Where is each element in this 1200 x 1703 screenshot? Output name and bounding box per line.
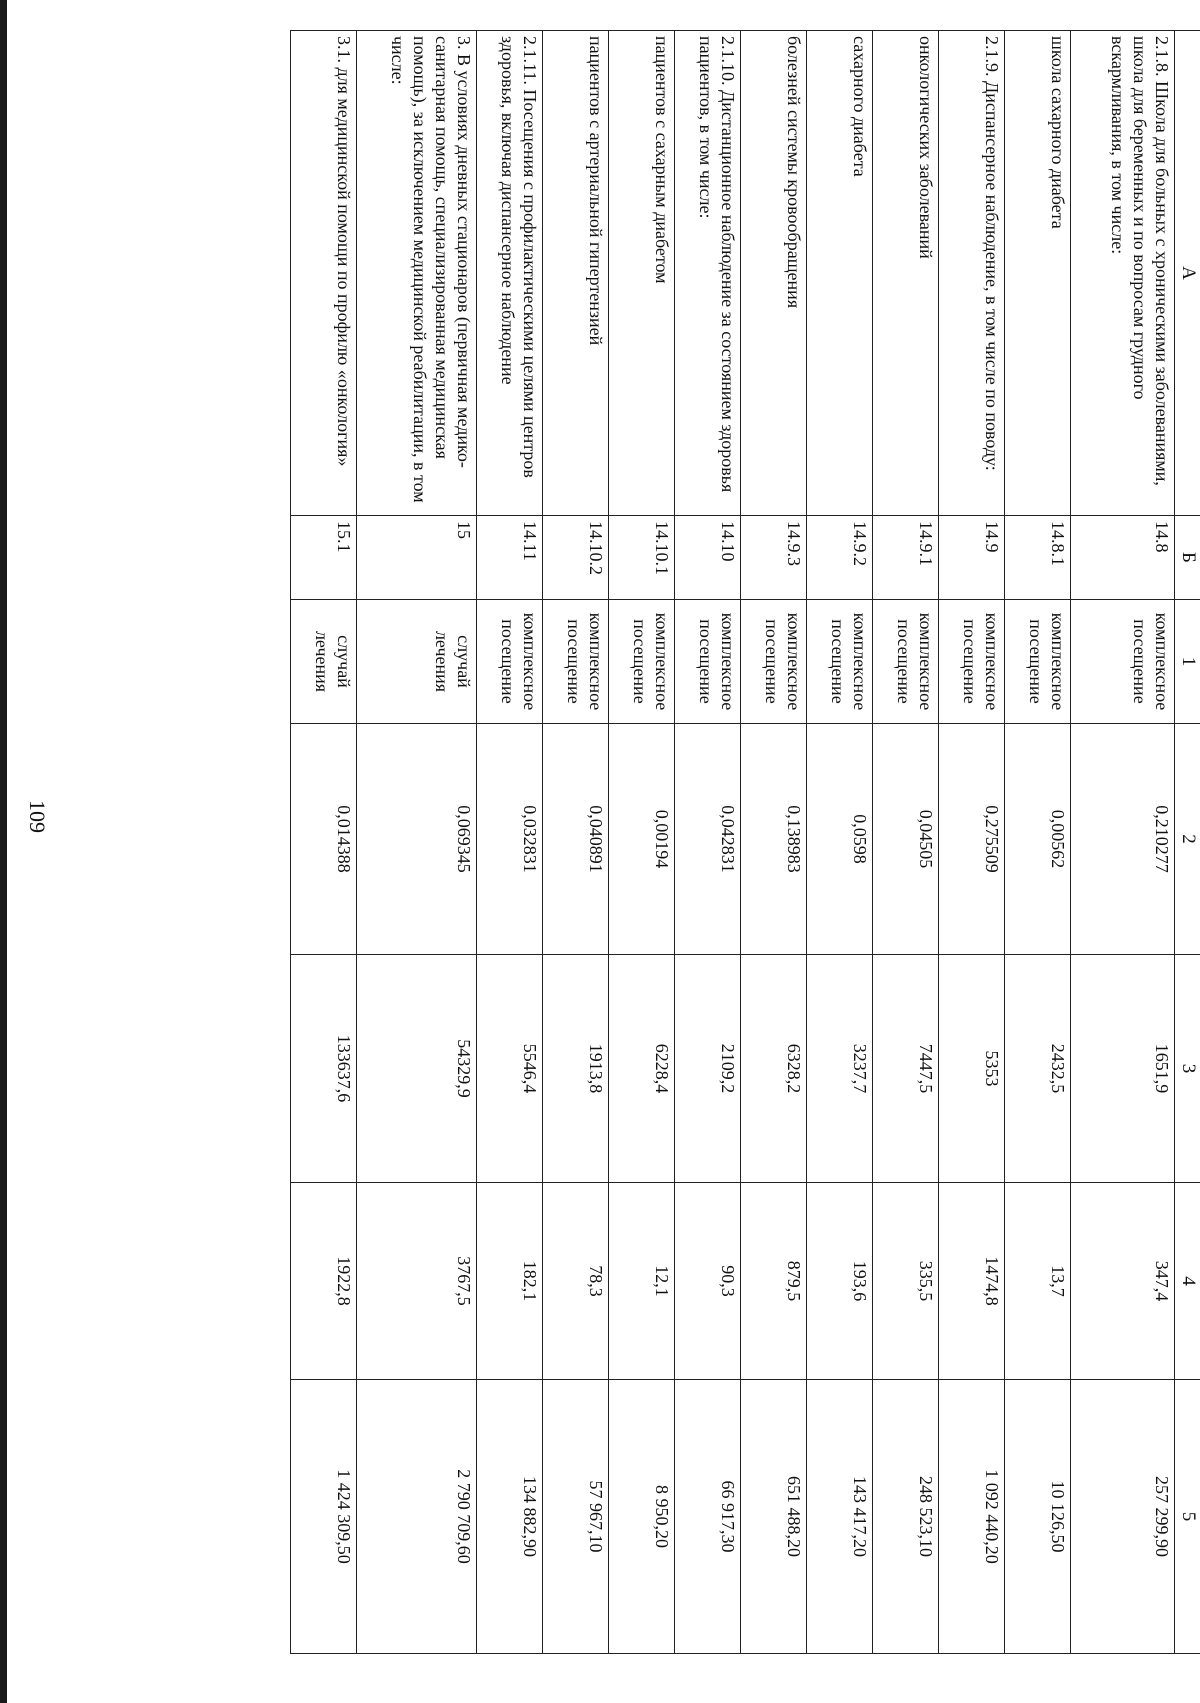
table-row	[609, 31, 675, 1654]
row-unit: случай лечения	[291, 600, 357, 724]
header-cell: А	[1175, 31, 1200, 516]
row-name: школа сахарного диабета	[1005, 31, 1071, 516]
table-row	[807, 31, 873, 1654]
row-unit: комплексное посещение	[477, 600, 543, 724]
row-code: 14.10.2	[543, 516, 609, 600]
row-value-2: 0,210277	[1071, 724, 1175, 955]
row-value-4: 879,5	[741, 1183, 807, 1380]
row-unit: комплексное посещение	[807, 600, 873, 724]
row-value-5: 1 424 309,50	[291, 1380, 357, 1654]
row-value-4: 3767,5	[357, 1183, 477, 1380]
row-value-3: 5546,4	[477, 955, 543, 1183]
header-cell: 4	[1175, 1183, 1200, 1380]
row-code: 14.10	[675, 516, 741, 600]
row-code: 14.9.2	[807, 516, 873, 600]
row-value-3: 1913,8	[543, 955, 609, 1183]
header-cell: 2	[1175, 724, 1200, 955]
row-name: 2.1.10. Дистанционное наблюдение за состоянием здоровья пациентов, в том числе:	[675, 31, 741, 516]
page-number: 109	[25, 800, 50, 833]
table-row	[477, 31, 543, 1654]
page-edge	[0, 0, 7, 1703]
row-value-4: 182,1	[477, 1183, 543, 1380]
table-row	[1071, 31, 1175, 1654]
row-code: 14.8	[1071, 516, 1175, 600]
row-value-4: 193,6	[807, 1183, 873, 1380]
row-value-2: 0,0598	[807, 724, 873, 955]
row-value-5: 1 092 440,20	[939, 1380, 1005, 1654]
row-value-4: 347,4	[1071, 1183, 1175, 1380]
row-unit: комплексное посещение	[1005, 600, 1071, 724]
row-value-4: 12,1	[609, 1183, 675, 1380]
row-code: 14.9.1	[873, 516, 939, 600]
row-value-4: 90,3	[675, 1183, 741, 1380]
row-name: 2.1.11. Посещения с профилактическими целями центров здоровья, включая диспансерное наблюдение	[477, 31, 543, 516]
row-value-2: 0,042831	[675, 724, 741, 955]
row-code: 14.11	[477, 516, 543, 600]
row-value-5: 8 950,20	[609, 1380, 675, 1654]
row-value-3: 6228,4	[609, 955, 675, 1183]
row-name: 2.1.8. Школа для больных с хроническими заболеваниями, школа для беременных и по вопросам грудного вскармливания, в том числе:	[1071, 31, 1175, 516]
table-container	[290, 30, 1200, 1654]
row-name: пациентов с артериальной гипертензией	[543, 31, 609, 516]
row-value-3: 6328,2	[741, 955, 807, 1183]
row-value-4: 1474,8	[939, 1183, 1005, 1380]
header-cell: 5	[1175, 1380, 1200, 1654]
row-code: 14.10.1	[609, 516, 675, 600]
table-row	[357, 31, 477, 1654]
row-value-4: 13,7	[1005, 1183, 1071, 1380]
row-value-2: 0,014388	[291, 724, 357, 955]
row-code: 14.9.3	[741, 516, 807, 600]
header-cell: 3	[1175, 955, 1200, 1183]
row-unit: комплексное посещение	[939, 600, 1005, 724]
row-code: 14.9	[939, 516, 1005, 600]
row-name: сахарного диабета	[807, 31, 873, 516]
row-value-5: 57 967,10	[543, 1380, 609, 1654]
row-name: 3. В условиях дневных стационаров (первичная медико-санитарная помощь, специализированная медицинская помощь), за исключением медицинской реабилитации, в том числе:	[357, 31, 477, 516]
row-value-2: 0,032831	[477, 724, 543, 955]
row-value-2: 0,040891	[543, 724, 609, 955]
tariff-table	[290, 30, 1200, 1654]
table-row	[741, 31, 807, 1654]
row-value-5: 143 417,20	[807, 1380, 873, 1654]
row-name: пациентов с сахарным диабетом	[609, 31, 675, 516]
header-cell: Б	[1175, 516, 1200, 600]
row-value-3: 7447,5	[873, 955, 939, 1183]
row-name: 2.1.9. Диспансерное наблюдение, в том числе по поводу:	[939, 31, 1005, 516]
row-name: 3.1. для медицинской помощи по профилю «онкология»	[291, 31, 357, 516]
table-row	[939, 31, 1005, 1654]
table-row	[1005, 31, 1071, 1654]
table-row	[873, 31, 939, 1654]
row-unit: случай лечения	[357, 600, 477, 724]
header-cell: 1	[1175, 600, 1200, 724]
row-value-2: 0,00562	[1005, 724, 1071, 955]
row-code: 15.1	[291, 516, 357, 600]
row-value-4: 78,3	[543, 1183, 609, 1380]
row-value-2: 0,04505	[873, 724, 939, 955]
table-row	[291, 31, 357, 1654]
row-value-2: 0,00194	[609, 724, 675, 955]
header-row	[1175, 31, 1200, 1654]
table-row	[675, 31, 741, 1654]
row-name: болезней системы кровообращения	[741, 31, 807, 516]
row-unit: комплексное посещение	[675, 600, 741, 724]
row-value-5: 10 126,50	[1005, 1380, 1071, 1654]
row-value-3: 133637,6	[291, 955, 357, 1183]
row-value-2: 0,275509	[939, 724, 1005, 955]
row-unit: комплексное посещение	[1071, 600, 1175, 724]
row-value-5: 66 917,30	[675, 1380, 741, 1654]
row-value-5: 651 488,20	[741, 1380, 807, 1654]
row-unit: комплексное посещение	[873, 600, 939, 724]
row-value-5: 134 882,90	[477, 1380, 543, 1654]
row-value-5: 257 299,90	[1071, 1380, 1175, 1654]
row-value-3: 5353	[939, 955, 1005, 1183]
row-value-5: 2 790 709,60	[357, 1380, 477, 1654]
row-unit: комплексное посещение	[741, 600, 807, 724]
row-value-4: 335,5	[873, 1183, 939, 1380]
row-value-3: 2109,2	[675, 955, 741, 1183]
row-code: 14.8.1	[1005, 516, 1071, 600]
row-value-3: 2432,5	[1005, 955, 1071, 1183]
row-value-2: 0,069345	[357, 724, 477, 955]
row-unit: комплексное посещение	[543, 600, 609, 724]
row-value-3: 54329,9	[357, 955, 477, 1183]
row-value-3: 1651,9	[1071, 955, 1175, 1183]
row-value-4: 1922,8	[291, 1183, 357, 1380]
row-value-3: 3237,7	[807, 955, 873, 1183]
row-code: 15	[357, 516, 477, 600]
row-unit: комплексное посещение	[609, 600, 675, 724]
row-value-2: 0,138983	[741, 724, 807, 955]
row-value-5: 248 523,10	[873, 1380, 939, 1654]
table-row	[543, 31, 609, 1654]
row-name: онкологических заболеваний	[873, 31, 939, 516]
